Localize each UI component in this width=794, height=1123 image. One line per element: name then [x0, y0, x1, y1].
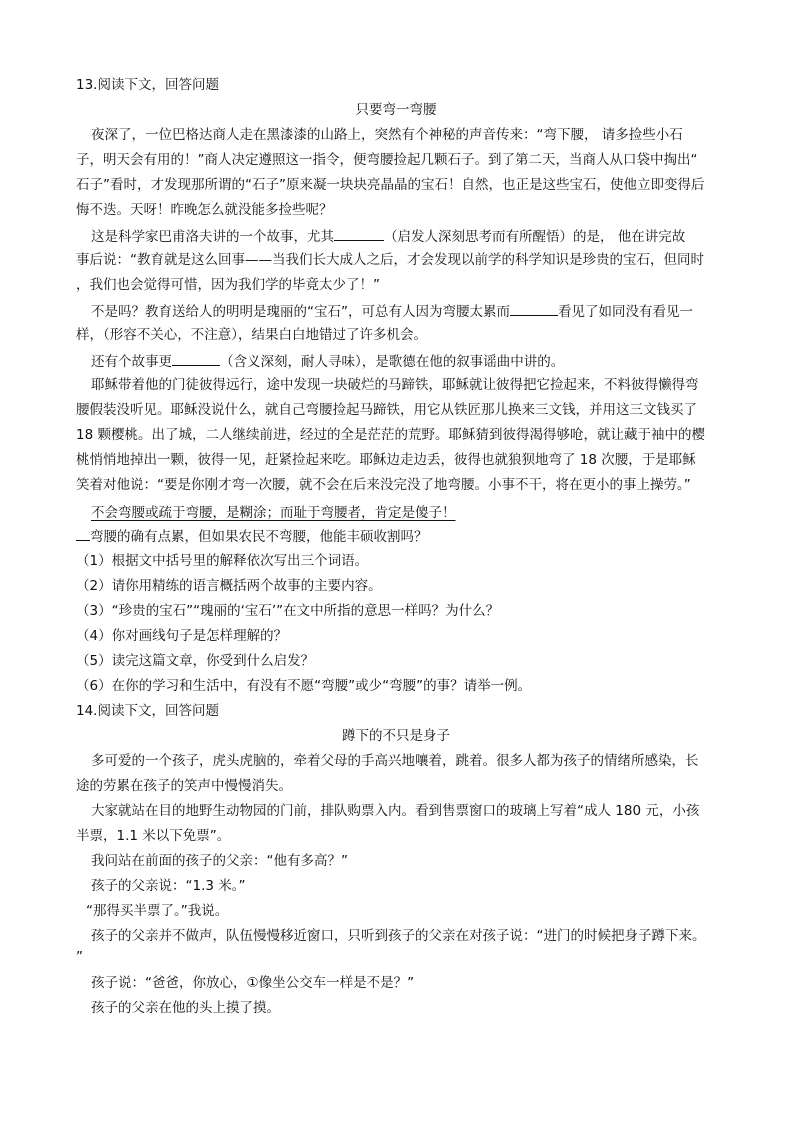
text-segment: 弯腰的确有点累，但如果农民不弯腰，他能丰硕收割吗？ [90, 529, 428, 545]
paragraph-line: 大家就站在目的地野生动物园的门前，排队购票入内。看到售票窗口的玻璃上写着“成人 180 元，小孩 [91, 803, 700, 819]
answer-blank[interactable] [510, 301, 558, 316]
paragraph-line: 事后说：“教育就是这么回事——当我们长大成人之后，才会发现以前学的科学知识是珍贵的宝石，但同时 [76, 252, 704, 268]
paragraph-line: ” [76, 949, 83, 965]
paragraph-line: 样，（形容不关心，不注意），结果白白地错过了许多机会。 [76, 327, 427, 343]
paragraph-line: 孩子的父亲在他的头上摸了摸。 [91, 1000, 280, 1016]
text-segment: （启发人深刻思考而有所醒悟）的是， 他在讲完故 [384, 229, 686, 245]
question-14-heading: 14.阅读下文，回答问题 [76, 703, 219, 719]
paragraph-line: 孩子说：“爸爸，你放心，①像坐公交车一样是不是？” [91, 975, 415, 991]
paragraph-line: 夜深了，一位巴格达商人走在黑漆漆的山路上，突然有个神秘的声音传来：“弯下腰， 请多捡些小石 [91, 127, 683, 143]
paragraph-line: 石子”看时，才发现那所谓的“石子”原来凝一块块亮晶晶的宝石！自然，也正是这些宝石，使他立即变得后 [76, 177, 705, 193]
answer-blank[interactable] [172, 351, 220, 366]
question-item: （5）读完这篇文章，你受到什么启发？ [76, 653, 315, 669]
paragraph-line: 半票，1.1 米以下免票”。 [76, 828, 231, 844]
leading-blank [76, 526, 90, 541]
paragraph-line [91, 301, 693, 321]
paragraph-line: 我问站在前面的孩子的父亲：“他有多高？” [91, 853, 348, 869]
answer-blank[interactable] [334, 226, 384, 241]
paragraph-line: 耶稣带着他的门徒彼得远行，途中发现一块破烂的马蹄铁，耶稣就让彼得把它捡起来，不料彼得懒得弯 [91, 377, 699, 393]
question-item: （6）在你的学习和生活中，有没有不愿“弯腰”或少“弯腰”的事？请举一例。 [76, 678, 532, 694]
paragraph-line: 子，明天会有用的！”商人决定遵照这一指令，便弯腰捡起几颗石子。到了第二天，当商人从口袋中掏出“ [76, 152, 698, 168]
paragraph-line: 途的劳累在孩子的笑声中慢慢消失。 [76, 778, 292, 794]
question-13-heading: 13.阅读下文，回答问题 [76, 77, 219, 93]
paragraph-line: 18 颗樱桃。出了城，二人继续前进，经过的全是茫茫的荒野。耶稣猜到彼得渴得够呛，就让藏于袖中的樱 [76, 427, 705, 443]
paragraph-line [91, 351, 564, 371]
question-item: （1）根据文中括号里的解释依次写出三个词语。 [76, 553, 369, 569]
paragraph-line [76, 526, 428, 546]
paragraph-line: 悔不迭。天呀！昨晚怎么就没能多捡些呢？ [76, 202, 333, 218]
article-title-2: 蹲下的不只是身子 [342, 728, 450, 744]
question-item: （3）“珍贵的宝石”“瑰丽的‘宝石’”在文中所指的意思一样吗？为什么？ [76, 603, 500, 619]
text-segment: 看见了如同没有看见一 [558, 304, 693, 320]
text-segment: 不是吗？教育送给人的明明是瑰丽的“宝石”，可总有人因为弯腰太累而 [91, 304, 510, 320]
text-segment: （含义深刻，耐人寻味），是歌德在他的叙事谣曲中讲的。 [220, 354, 565, 370]
paragraph-line: 桃悄悄地掉出一颗，彼得一见，赶紧捡起来吃。耶稣边走边丢，彼得也就狼狈地弯了 18 次腰，于是耶稣 [76, 452, 696, 468]
paragraph-line: “那得买半票了。”我说。 [86, 903, 229, 919]
underlined-sentence: 不会弯腰或疏于弯腰，是糊涂；而耻于弯腰者，肯定是傻子！ [91, 505, 456, 521]
question-item: （4）你对画线句子是怎样理解的？ [76, 628, 288, 644]
text-segment: 还有个故事更 [91, 354, 172, 370]
paragraph-line [91, 226, 685, 246]
paragraph-line: ，我们也会觉得可惜，因为我们学的毕竟太少了！” [76, 277, 380, 293]
paragraph-line: 孩子的父亲并不做声，队伍慢慢移近窗口，只听到孩子的父亲在对孩子说：“进门的时候把身子蹲下来。 [91, 928, 706, 944]
article-title-1: 只要弯一弯腰 [355, 102, 437, 118]
paragraph-line: 孩子的父亲说：“1.3 米。” [91, 878, 246, 894]
paragraph-line: 多可爱的一个孩子，虎头虎脑的，牵着父母的手高兴地嚷着，跳着。很多人都为孩子的情绪所感染，长 [91, 753, 699, 769]
question-item: （2）请你用精练的语言概括两个故事的主要内容。 [76, 578, 382, 594]
paragraph-line: 笑着对他说：“要是你刚才弯一次腰，就不会在后来没完没了地弯腰。小事不干，将在更小的事上操劳。” [76, 477, 691, 493]
paragraph-line: 腰假装没听见。耶稣没说什么，就自己弯腰捡起马蹄铁，用它从铁匠那儿换来三文钱，并用这三文钱买了 [76, 402, 697, 418]
text-segment: 这是科学家巴甫洛夫讲的一个故事，尤其 [91, 229, 334, 245]
